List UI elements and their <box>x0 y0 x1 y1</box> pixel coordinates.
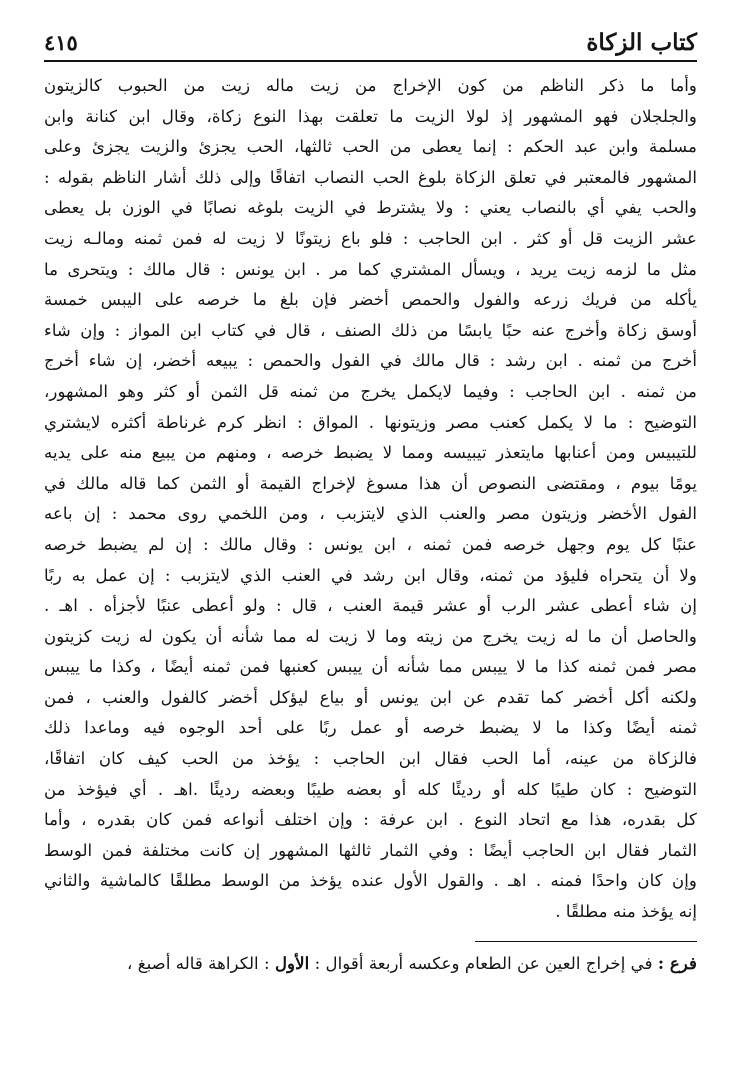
text-line-11: من ثمنه . ابن الحاجب : وفيما لايكمل يخرج من ثمنه قل الثمن أو كثر وهو المشهور، <box>44 380 697 401</box>
text-line-14: يومًا بيوم ، ومقتضى النصوص أن هذا مسوغ لإخراج القيمة أو الثمن كما قاله مالك في <box>44 472 697 493</box>
footnote <box>44 948 697 979</box>
text-line-22: ثمنه أيضًا وكذا ما لا يضبط خرصه أو عمل ربًا على أحد الوجوه فيه وماعدا ذلك <box>44 717 697 738</box>
text-line-6: عشر الزيت قل أو كثر . ابن الحاجب : فلو باع زيتونًا لا زيت له فمن ثمنه ومالـه زيت <box>44 227 697 248</box>
text-line-12: التوضيح : ما لا يكمل كعنب مصر وزيتونها . المواق : انظر كرم غرناطة أكثره لايشتري <box>44 411 697 432</box>
main-text <box>44 70 697 927</box>
text-line-4: المشهور فالمعتبر في تعلق الزكاة بلوغ الحب النصاب اتفاقًا وإلى ذلك أشار الناظم بقوله : <box>44 166 697 187</box>
footnote-line <box>44 948 697 979</box>
text-line-5: والحب يفي أي بالنصاب يعني : ولا يشترط في الزيت بلوغه نصابًا في الوزن بل يعطى <box>44 197 697 218</box>
text-line-26: الثمار فقال ابن الحاجب أيضًا : وفي الثمار ثالثها المشهور إن كانت مختلفة فمن الوسط <box>44 839 697 860</box>
text-line-15: الفول الأخضر وزيتون مصر والعنب الذي لايتزبب ، ومن اللخمي روى محمد : إن باعه <box>44 503 697 524</box>
text-line-25: كل بقدره، هذا مع اتحاد النوع . ابن عرفة : وإن اختلف أنواعه فمن كان بقدره ، وأما <box>44 809 697 830</box>
footnote-text: في إخراج العين عن الطعام وعكسه أربعة أقوال : <box>314 952 653 973</box>
text-line-27: وإن كان واحدًا فمنه . اهـ . والقول الأول عنده يؤخذ من الوسط مطلقًا كالماشية والثاني <box>44 870 697 891</box>
text-line-10: أخرج من ثمنه . ابن رشد : قال مالك في الفول والحمص : يبيعه أخضر، إن شاء أخرج <box>44 350 697 371</box>
text-line-18: إن شاء أعطى عشر الرب أو عشر قيمة العنب ، قال : ولو أعطى عنبًا لأجزأه . اهـ . <box>44 595 697 616</box>
text-line-20: مصر فمن ثمنه كذا ما لا ييبس مما شأنه أن ييبس كعنبها فمن ثمنه أيضًا ، وكذا ما ييبس <box>44 656 697 677</box>
footnote-separator <box>475 941 697 942</box>
text-line-24: التوضيح : كان طيبًا كله أو رديئًا كله أو بعضه طيبًا وبعضه رديئًا .اهـ . أي فيؤخذ من <box>44 778 697 799</box>
text-line-1: وأما ما ذكر الناظم من كون الإخراج من زيت ماله زيت من الحبوب كالزيتون <box>44 75 697 95</box>
text-line-21: ولكنه أكل أخضر كما تقدم عن ابن يونس أو بياع ليؤكل أخضر كالفول والعنب ، فمن <box>44 686 697 707</box>
text-line-23: فالزكاة من عينه، أما الحب فقال ابن الحاجب : يؤخذ من الحب كيف كان اتفاقًا، <box>44 748 697 769</box>
footnote-label: فرع : <box>657 952 697 973</box>
footnote-rest: : الكراهة قاله أصبغ ، <box>127 952 270 973</box>
page-header <box>44 22 697 62</box>
text-line-17: ولا أن يتحراه فليؤد من ثمنه، وقال ابن رشد في العنب الذي لايتزبب : إن عمل به ربًا <box>44 564 697 585</box>
page-number: ٤١٥ <box>44 30 78 55</box>
text-line-7: مثل ما لزمه زيت يريد ، ويسأل المشتري كما مر . ابن يونس : قال مالك : ويتحرى ما <box>44 258 697 279</box>
book-title: كتاب الزكاة <box>586 29 697 56</box>
footnote-bold-term: الأول <box>274 952 310 973</box>
text-line-19: والحاصل أن ما له زيت يخرج من زيته وما لا زيت له مما شأنه أن يكون له زيت كزيتون <box>44 625 697 646</box>
text-line-3: مسلمة وابن عبد الحكم : إنما يعطى من الحب ثالثها، الحب يجزئ والزيت يجزئ وعلى <box>44 136 697 157</box>
text-line-2: والجلجلان فهو المشهور إذ لولا الزيت ما تعلقت بهذا النوع زكاة، وقال ابن كنانة وابن <box>44 105 697 126</box>
text-line-28: إنه يؤخذ منه مطلقًا . <box>555 901 697 922</box>
text-line-13: للتيبيس ومن أعنابها مايتعذر تيبيسه ومما لا يضبط خرصه ، ومنهم من يبيع منه على يديه <box>44 442 697 463</box>
text-line-9: أوسق زكاة وأخرج عنه حبًا يابسًا من ذلك الصنف ، قال في كتاب ابن المواز : وإن شاء <box>44 319 697 340</box>
text-line-8: يأكله من فريك زرعه والفول والحمص أخضر فإن بلغ ما خرصه على اليبس خمسة <box>44 289 697 310</box>
text-line-16: عنبًا كل يوم وجهل خرصه فمن ثمنه ، ابن يونس : وقال مالك : إن لم يضبط خرصه <box>44 533 697 554</box>
